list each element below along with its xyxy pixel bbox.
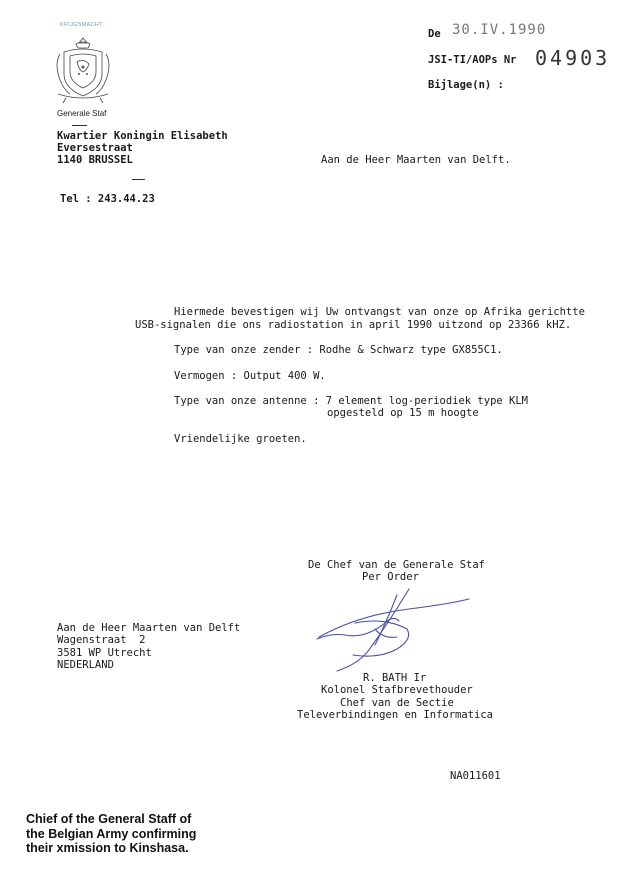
body-transmitter: Type van onze zender : Rodhe & Schwarz type GX855C1. xyxy=(174,344,503,356)
divider-short xyxy=(72,125,87,126)
org-name: Generale Staf xyxy=(57,109,107,118)
body-antenna-line1: Type van onze antenne : 7 element log-periodiek type KLM xyxy=(174,395,529,407)
caption-line-3: their xmission to Kinshasa. xyxy=(26,841,189,855)
body-antenna-line2: opgesteld op 15 m hoogte xyxy=(327,407,479,419)
address-block-line-3: 3581 WP Utrecht xyxy=(57,647,152,659)
signatory-title-1: Kolonel Stafbrevethouder xyxy=(321,684,473,696)
coat-of-arms-icon xyxy=(52,34,114,106)
body-power: Vermogen : Output 400 W. xyxy=(174,370,326,382)
body-closing: Vriendelijke groeten. xyxy=(174,433,307,445)
reference-number: 04903 xyxy=(535,46,611,70)
date-value: 30.IV.1990 xyxy=(452,22,547,38)
attachments-label: Bijlage(n) : xyxy=(428,79,504,91)
caption-line-1: Chief of the General Staff of xyxy=(26,812,192,826)
address-block-line-2: Wagenstraat 2 xyxy=(57,634,146,646)
signature-line-1: De Chef van de Generale Staf xyxy=(308,559,486,571)
document-code: NA011601 xyxy=(450,770,501,782)
signature-line-2: Per Order xyxy=(362,571,419,583)
signatory-title-3: Televerbindingen en Informatica xyxy=(297,709,493,721)
signatory-title-2: Chef van de Sectie xyxy=(340,697,454,709)
armed-forces-label: KRIJGSMACHT xyxy=(60,22,103,28)
caption-line-2: the Belgian Army confirming xyxy=(26,826,197,841)
address-line-2: Eversestraat xyxy=(57,142,133,154)
address-block-line-4: NEDERLAND xyxy=(57,659,114,671)
handwritten-signature xyxy=(315,585,475,673)
address-line-1: Kwartier Koningin Elisabeth xyxy=(57,130,228,142)
telephone: Tel : 243.44.23 xyxy=(60,193,155,205)
reference-label: JSI-TI/AOPs Nr xyxy=(428,54,517,66)
address-block-line-1: Aan de Heer Maarten van Delft xyxy=(57,622,241,634)
body-para1-line2: USB-signalen die ons radiostation in april 1990 uitzond op 23366 kHZ. xyxy=(135,319,572,331)
signatory-name: R. BATH Ir xyxy=(363,672,427,684)
body-para1-line1: Hiermede bevestigen wij Uw ontvangst van onze op Afrika gerichtte xyxy=(174,306,585,318)
recipient-top: Aan de Heer Maarten van Delft. xyxy=(321,154,511,166)
address-line-3: 1140 BRUSSEL xyxy=(57,154,133,166)
divider-short-2 xyxy=(132,179,145,180)
date-label: De xyxy=(428,28,441,40)
caption xyxy=(26,812,196,856)
